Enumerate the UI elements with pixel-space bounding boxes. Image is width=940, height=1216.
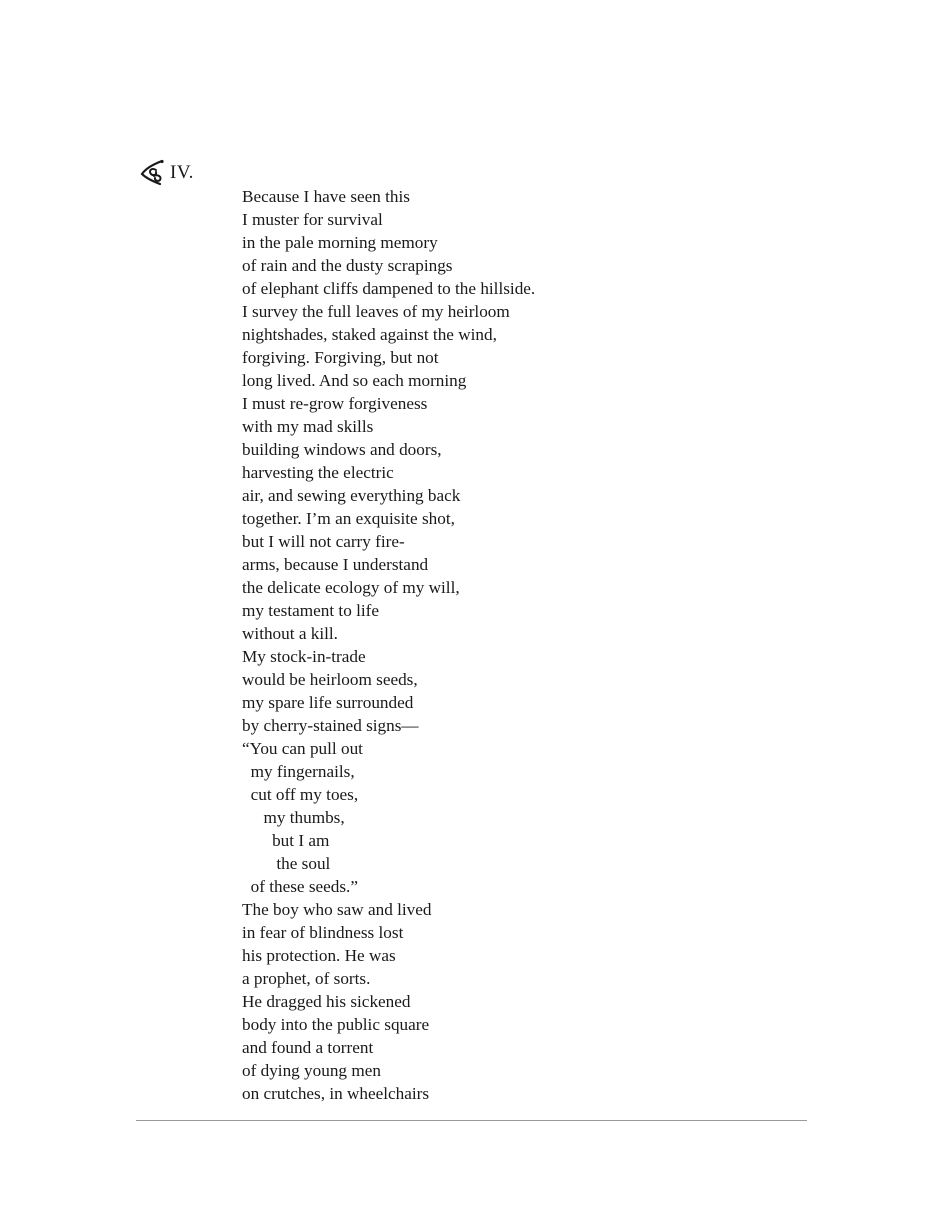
poem-body [242, 185, 535, 1105]
poem-line: his protection. He was [242, 946, 396, 965]
poem-line: my fingernails, [242, 762, 355, 781]
poem-line: would be heirloom seeds, [242, 670, 418, 689]
poem-line: of rain and the dusty scrapings [242, 256, 453, 275]
poem-line: without a kill. [242, 624, 338, 643]
poem-line: He dragged his sickened [242, 992, 411, 1011]
section-number: IV. [170, 162, 194, 183]
poem-line: I muster for survival [242, 210, 383, 229]
poem-line: nightshades, staked against the wind, [242, 325, 497, 344]
poem-line: my thumbs, [242, 808, 345, 827]
poem-line: but I will not carry fire- [242, 532, 405, 551]
floral-heart-ornament-icon [138, 158, 168, 188]
poem-line: I must re-grow forgiveness [242, 394, 428, 413]
poem-line: on crutches, in wheelchairs [242, 1084, 430, 1103]
footer-divider [136, 1120, 807, 1121]
poem-line: the soul [242, 854, 331, 873]
poem-line: My stock-in-trade [242, 647, 366, 666]
poem-line: by cherry-stained signs— [242, 716, 419, 735]
poem-line: body into the public square [242, 1015, 430, 1034]
poem-line: in the pale morning memory [242, 233, 438, 252]
poem-line: harvesting the electric [242, 463, 394, 482]
poem-line: The boy who saw and lived [242, 900, 432, 919]
poem-line: a prophet, of sorts. [242, 969, 371, 988]
poem-line: together. I’m an exquisite shot, [242, 509, 455, 528]
section-heading [138, 158, 194, 188]
poem-line: Because I have seen this [242, 187, 410, 206]
poem-line: of dying young men [242, 1061, 381, 1080]
poem-line: but I am [242, 831, 330, 850]
poem-line: “You can pull out [242, 739, 363, 758]
poem-line: in fear of blindness lost [242, 923, 404, 942]
poem-line: the delicate ecology of my will, [242, 578, 460, 597]
poem-line: cut off my toes, [242, 785, 359, 804]
poem-line: my testament to life [242, 601, 379, 620]
poem-line: forgiving. Forgiving, but not [242, 348, 439, 367]
poem-line: I survey the full leaves of my heirloom [242, 302, 510, 321]
poem-line: my spare life surrounded [242, 693, 414, 712]
poem-line: with my mad skills [242, 417, 374, 436]
poem-line: of these seeds.” [242, 877, 358, 896]
poem-line: and found a torrent [242, 1038, 374, 1057]
poem-line: air, and sewing everything back [242, 486, 461, 505]
poem-line: building windows and doors, [242, 440, 442, 459]
poem-line: long lived. And so each morning [242, 371, 467, 390]
poem-line: arms, because I understand [242, 555, 429, 574]
poem-line: of elephant cliffs dampened to the hillside. [242, 279, 536, 298]
